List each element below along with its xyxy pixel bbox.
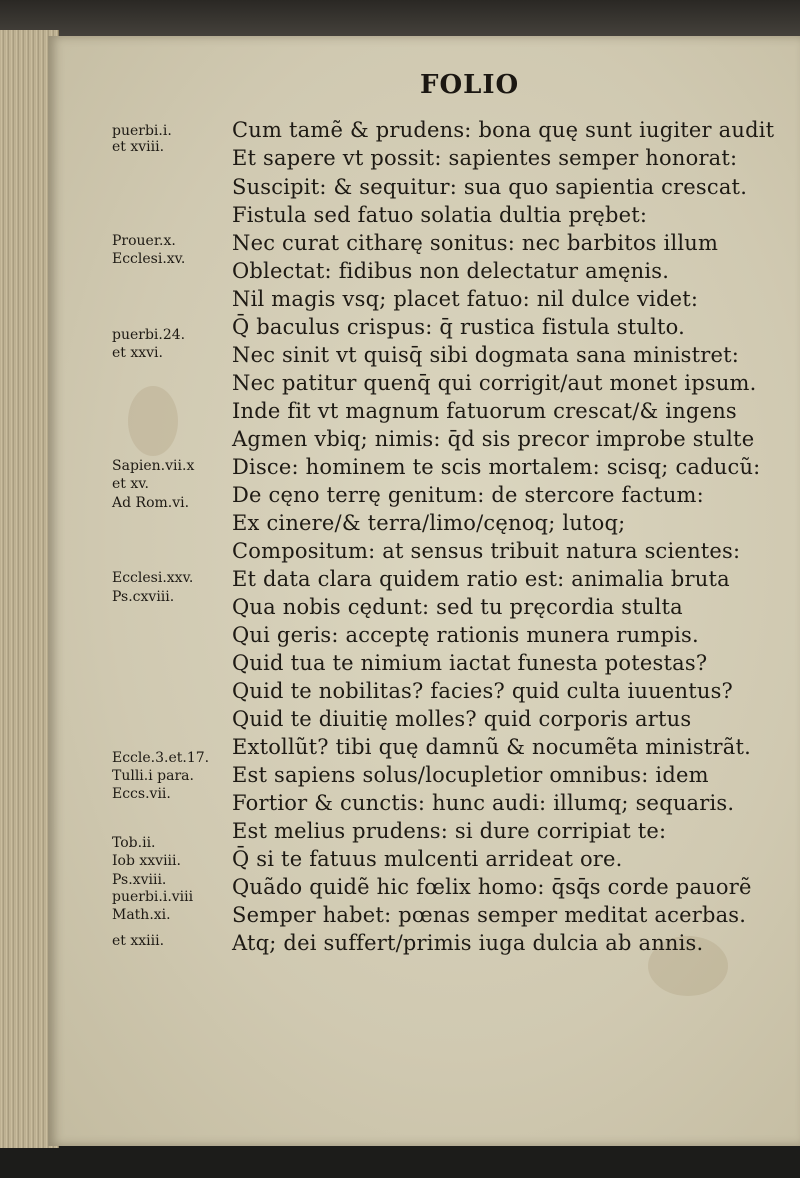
text-line: Suscipit: & sequitur: sua quo sapientia crescat. — [232, 175, 748, 199]
marginal-note: Prouer.x. — [112, 233, 176, 249]
text-line: Oblectat: fidibus non delectatur amęnis. — [232, 259, 670, 283]
page-header-folio: FOLIO — [420, 70, 520, 100]
text-line: Et data clara quidem ratio est: animalia bruta — [232, 567, 730, 591]
marginal-note: et xxvi. — [112, 345, 163, 361]
marginal-note: puerbi.i.viii — [112, 889, 194, 905]
text-line: Est melius prudens: si dure corripiat te: — [232, 819, 667, 843]
text-line: De cęno terrę genitum: de stercore factum: — [232, 483, 704, 507]
text-line: Fistula sed fatuo solatia dultia prębet: — [232, 203, 648, 227]
text-line: Agmen vbiq; nimis: q̄d sis precor improbe stulte — [232, 427, 755, 451]
marginal-note: Ecclesi.xxv. — [112, 570, 194, 586]
marginal-note: et xviii. — [112, 139, 165, 155]
marginal-note: Eccs.vii. — [112, 786, 171, 802]
text-line: Cum tamẽ & prudens: bona quę sunt iugiter audit — [232, 118, 775, 142]
text-line: Q̄ si te fatuus mulcenti arrideat ore. — [232, 847, 623, 871]
marginal-note: Iob xxviii. — [112, 853, 181, 869]
text-line: Inde fit vt magnum fatuorum crescat/& ingens — [232, 399, 737, 423]
text-line: Semper habet: pœnas semper meditat acerbas. — [232, 903, 747, 927]
marginal-note: Ps.xviii. — [112, 872, 167, 888]
text-line: Fortior & cunctis: hunc audi: illumq; sequaris. — [232, 791, 735, 815]
text-line: Qui geris: acceptę rationis munera rumpis. — [232, 623, 699, 647]
text-line: Nec curat citharę sonitus: nec barbitos illum — [232, 231, 719, 255]
marginal-note: Math.xi. — [112, 907, 171, 923]
marginal-note: et xxiii. — [112, 933, 165, 949]
text-line: Ex cinere/& terra/limo/cęnoq; lutoq; — [232, 511, 626, 535]
marginal-note: Ad Rom.vi. — [112, 495, 190, 511]
text-line: Quãdo quidẽ hic fœlix homo: q̄sq̄s corde pauorẽ — [232, 875, 752, 899]
marginal-note: et xv. — [112, 476, 149, 492]
text-line: Et sapere vt possit: sapientes semper honorat: — [232, 146, 738, 170]
marginal-note: Ecclesi.xv. — [112, 251, 186, 267]
text-line: Quid te diuitię molles? quid corporis artus — [232, 707, 692, 731]
text-line: Qua nobis cędunt: sed tu pręcordia stulta — [232, 595, 683, 619]
marginal-note: Sapien.vii.x — [112, 458, 195, 474]
text-line: Est sapiens solus/locupletior omnibus: idem — [232, 763, 709, 787]
text-line: Disce: hominem te scis mortalem: scisq; caducũ: — [232, 455, 761, 479]
text-line: Quid te nobilitas? facies? quid culta iuuentus? — [232, 679, 734, 703]
text-line: Nil magis vsq; placet fatuo: nil dulce videt: — [232, 287, 699, 311]
text-line: Nec sinit vt quisq̄ sibi dogmata sana ministret: — [232, 343, 740, 367]
text-line: Extollũt? tibi quę damnũ & nocumẽta ministrãt. — [232, 735, 752, 759]
text-line: Compositum: at sensus tribuit natura scientes: — [232, 539, 741, 563]
text-line: Q̄ baculus crispus: q̄ rustica fistula stulto. — [232, 315, 685, 339]
text-line: Nec patitur quenq̄ qui corrigit/aut monet ipsum. — [232, 371, 757, 395]
marginal-note: Tulli.i para. — [112, 768, 194, 784]
marginal-note: puerbi.i. — [112, 123, 172, 139]
marginal-note: puerbi.24. — [112, 327, 186, 343]
marginal-note: Ps.cxviii. — [112, 589, 175, 605]
text-line: Quid tua te nimium iactat funesta potestas? — [232, 651, 708, 675]
marginal-note: Eccle.3.et.17. — [112, 750, 210, 766]
marginal-note: Tob.ii. — [112, 835, 156, 851]
text-line: Atq; dei suffert/primis iuga dulcia ab annis. — [232, 931, 704, 955]
paper-stain — [128, 386, 178, 456]
